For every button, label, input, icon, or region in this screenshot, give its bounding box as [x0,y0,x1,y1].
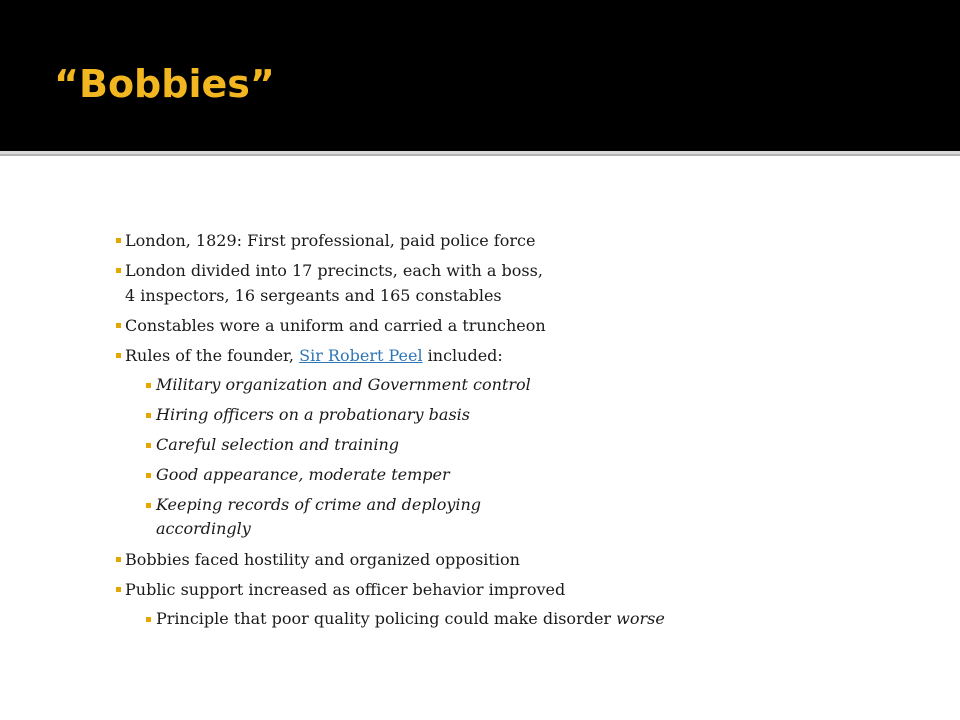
bullet-item [116,258,916,308]
square-bullet-icon [116,238,121,243]
sub-bullet-item [116,607,916,631]
bullet-item [116,547,916,572]
emphasis-word: worse [616,609,665,628]
bullet-text: Bobbies faced hostility and organized opposition [125,550,520,569]
bullet-text [125,346,503,365]
title-bar-divider-shadow [0,154,960,156]
sub-bullet-text-line: accordingly [156,519,251,538]
square-bullet-icon [116,268,121,273]
bullet-text-line: London divided into 17 precincts, each with a boss, [125,261,543,280]
bullet-item [116,313,916,338]
sub-bullet-text-prefix: Principle that poor quality policing could make disorder [156,609,617,628]
sir-robert-peel-link[interactable]: Sir Robert Peel [299,346,423,365]
square-bullet-icon [146,443,151,448]
bullet-item [116,577,916,602]
bullet-text [125,261,543,305]
square-bullet-icon [146,413,151,418]
sub-bullet-text [156,609,665,628]
sub-bullet-item [116,463,916,487]
sub-bullet-item [116,493,916,541]
bullet-text-suffix: included: [422,346,503,365]
square-bullet-icon [116,353,121,358]
bullet-text: Public support increased as officer behavior improved [125,580,566,599]
bullet-text-line: 4 inspectors, 16 sergeants and 165 constables [125,286,502,305]
sub-bullet-text-line: Keeping records of crime and deploying [156,495,482,514]
square-bullet-icon [116,557,121,562]
bullet-list [116,228,916,637]
square-bullet-icon [146,383,151,388]
slide-title: “Bobbies” [54,62,275,106]
sub-bullet-item [116,433,916,457]
square-bullet-icon [116,323,121,328]
sub-bullet-item [116,373,916,397]
sub-bullet-text [156,495,481,538]
square-bullet-icon [146,473,151,478]
bullet-text-prefix: Rules of the founder, [125,346,300,365]
bullet-item [116,343,916,368]
square-bullet-icon [146,503,151,508]
bullet-text: London, 1829: First professional, paid police force [125,231,536,250]
bullet-item [116,228,916,253]
bullet-text: Constables wore a uniform and carried a truncheon [125,316,546,335]
sub-bullet-text: Careful selection and training [156,435,399,454]
sub-bullet-text: Military organization and Government control [156,375,531,394]
sub-bullet-item [116,403,916,427]
sub-bullet-text: Hiring officers on a probationary basis [156,405,470,424]
square-bullet-icon [146,617,151,622]
square-bullet-icon [116,587,121,592]
sub-bullet-text: Good appearance, moderate temper [156,465,450,484]
